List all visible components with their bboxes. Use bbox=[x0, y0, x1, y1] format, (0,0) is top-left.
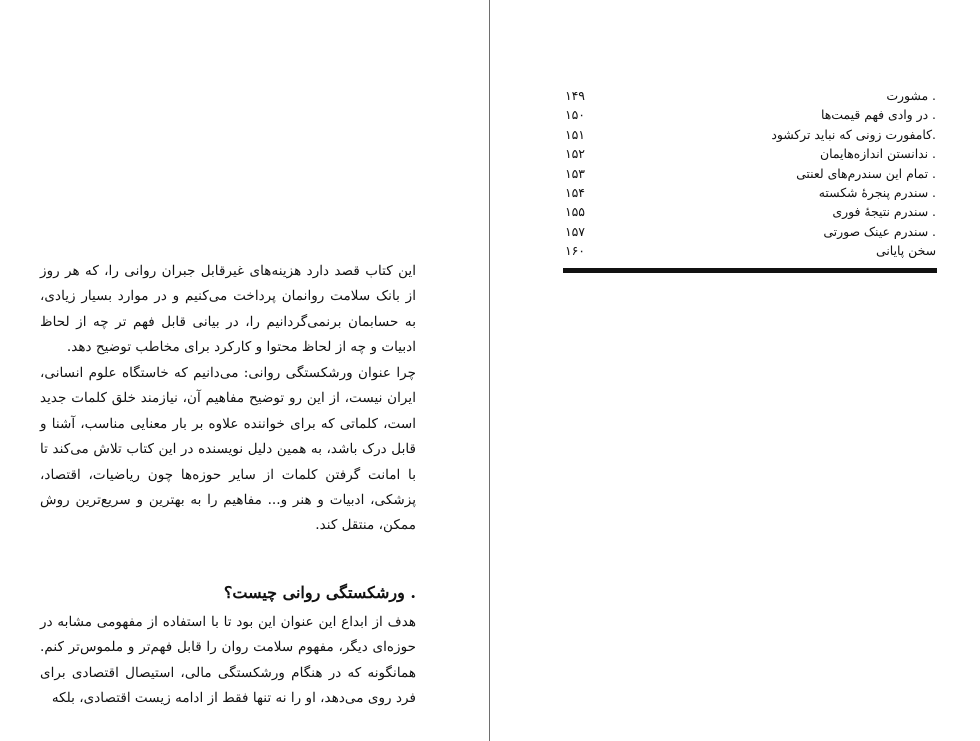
toc-page-number: ۱۵۵ bbox=[565, 204, 585, 220]
toc-page-number: ۱۶۰ bbox=[565, 243, 585, 259]
toc-page-number: ۱۵۴ bbox=[565, 184, 585, 200]
toc-entry[interactable] bbox=[565, 222, 936, 241]
toc-title: . ندانستن اندازه‌هایمان bbox=[820, 146, 936, 162]
intro-paragraph: این کتاب قصد دارد هزینه‌های غیرقابل جبران روانی را، که هر روز از بانک سلامت روانمان پرداخت می‌کنیم و در موارد بسیار زیادی، به حسابمان برنمی‌گردانیم را، در بیانی قابل فهم تر چه از لحاظ ادبیات و چه از لحاظ محتوا و کارکرد برای مخاطب توضیح دهد. bbox=[40, 263, 416, 356]
toc-entry[interactable] bbox=[565, 105, 936, 124]
left-page bbox=[0, 0, 489, 741]
toc-page-number: ۱۵۱ bbox=[565, 126, 585, 142]
toc-title: . مشورت bbox=[886, 88, 936, 103]
toc-title: . تمام این سندرم‌های لعنتی bbox=[796, 165, 936, 181]
toc-title: سخن پایانی bbox=[876, 243, 936, 259]
toc-end-rule bbox=[563, 268, 937, 273]
toc-entry[interactable] bbox=[565, 183, 936, 202]
toc-page-number: ۱۵۳ bbox=[565, 165, 585, 181]
toc-page-number: ۱۵۲ bbox=[565, 146, 585, 162]
table-of-contents bbox=[565, 86, 936, 261]
toc-title: . در وادی فهم قیمت‌ها bbox=[820, 107, 936, 123]
toc-entry[interactable] bbox=[565, 164, 936, 183]
toc-title: . سندرم عینک صورتی bbox=[823, 223, 936, 239]
toc-title: . سندرم نتیجهٔ فوری bbox=[832, 204, 936, 220]
toc-title: . سندرم پنجرهٔ شکسته bbox=[818, 184, 936, 200]
toc-entry[interactable] bbox=[565, 86, 936, 105]
toc-page-number: ۱۴۹ bbox=[565, 88, 585, 103]
toc-entry[interactable] bbox=[565, 125, 936, 144]
toc-page-number: ۱۵۰ bbox=[565, 107, 585, 123]
toc-entry[interactable] bbox=[565, 202, 936, 221]
page-gutter-divider bbox=[489, 0, 490, 741]
toc-page-number: ۱۵۷ bbox=[565, 223, 585, 239]
toc-entry[interactable] bbox=[565, 144, 936, 163]
section-heading: . ورشکستگی روانی چیست؟ bbox=[223, 583, 416, 602]
section-paragraph: هدف از ابداع این عنوان این بود تا با استفاده از مفهومی مشابه در حوزه‌ای دیگر، مفهوم سلامت روان را قابل فهم‌تر و ملموس‌تر کنم. همانگونه که در هنگام ورشکستگی مالی، استیصال اقتصادی برای فرد روی می‌دهد، او را نه تنها فقط از ادامه زیست اقتصادی، بلکه bbox=[40, 614, 416, 707]
toc-title: .کامفورت زونی که نباید ترکشود bbox=[771, 126, 936, 142]
title-rationale-paragraph: چرا عنوان ورشکستگی روانی: می‌دانیم که خاستگاه علوم انسانی، ایران نیست، از این رو توضیح مفاهیم آن، نیازمند خلق کلمات جدید است، کلماتی که برای خواننده علاوه بر بار معنایی مناسب، آشنا و قابل درک باشد، به همین دلیل نویسنده در این کتاب تلاش می‌کند تا با امانت گرفتن کلمات از سایر حوزه‌ها چون ریاضیات، اقتصاد، پزشکی، ادبیات و هنر و... مفاهیم را به بهترین و سریع‌ترین روش ممکن، منتقل کند. bbox=[40, 365, 416, 534]
toc-entry[interactable] bbox=[565, 241, 936, 260]
